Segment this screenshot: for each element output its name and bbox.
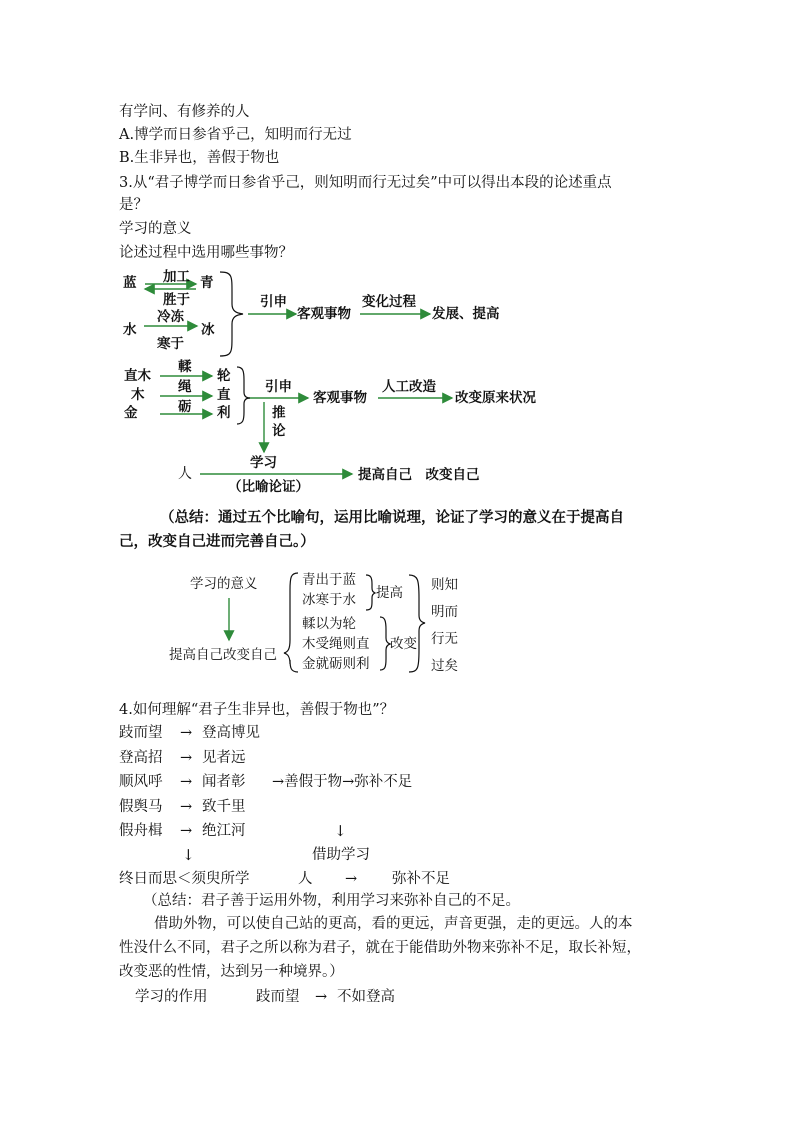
phrase-r1: 輮以为轮 <box>302 616 356 632</box>
label-xuexi: 学习 <box>250 455 277 471</box>
label-tigao: 提高 <box>376 585 403 601</box>
para-line2: 性没什么不同，君子之所以称为君子，就在于能借助外物来弥补不足，取长补短， <box>119 940 641 956</box>
para-line3: 改变恶的性情，达到另一种境界。） <box>119 964 344 980</box>
shanjia-text: →善假于物→弥补不足 <box>272 774 413 790</box>
phrase-q1: 青出于蓝 <box>302 572 356 588</box>
node-zhimu: 直木 <box>124 368 151 384</box>
ren-text: 人 <box>298 871 313 887</box>
node-zhi: 直 <box>217 387 231 403</box>
label-tui: 推 <box>272 405 286 421</box>
last-pair-a: 跂而望 <box>256 989 300 1005</box>
label-lengdong: 冷冻 <box>157 309 184 325</box>
phrase-r2: 木受绳则直 <box>302 636 370 652</box>
pair-b: 致千里 <box>202 799 246 815</box>
arrow-right: → <box>180 823 193 839</box>
question-sub: 论述过程中选用哪些事物？ <box>119 245 293 261</box>
last-pair-b: 不如登高 <box>337 989 395 1005</box>
summary1-line1: （总结：通过五个比喻句，运用比喻说理，论证了学习的意义在于提高自 <box>160 510 624 526</box>
summary1-line2: 己，改变自己进而完善自己。） <box>119 534 315 550</box>
question-3: 3.从“君子博学而日参省乎己，则知明而行无过矣”中可以得出本段的论述重点 <box>119 175 612 191</box>
pair-b: 闻者彰 <box>202 774 246 790</box>
node-shui: 水 <box>123 322 137 338</box>
label-hanyu: 寒于 <box>157 336 184 352</box>
arrow-right: → <box>345 871 358 887</box>
label-bianhua: 变化过程 <box>362 294 416 310</box>
node-bing: 冰 <box>201 322 215 338</box>
mibu-text: 弥补不足 <box>392 871 450 887</box>
last-label: 学习的作用 <box>135 989 208 1005</box>
node-keguan2: 客观事物 <box>313 390 367 406</box>
node-result: 提高自己 改变自己 <box>358 467 480 483</box>
para-line1: 借助外物，可以使自己站的更高，看的更远，声音更强，走的更远。人的本 <box>154 916 633 932</box>
pair-b: 登高博见 <box>202 725 260 741</box>
label-yinshen1: 引申 <box>260 294 287 310</box>
conclusion-2: 明而 <box>431 604 458 620</box>
node-ren: 人 <box>178 466 192 482</box>
option-a: A.博学而日参省乎己，知明而行无过 <box>119 127 352 143</box>
node-gaibian: 改变原来状况 <box>455 390 536 406</box>
question-3-cont: 是？ <box>119 197 148 213</box>
label-shengyu: 胜于 <box>163 292 190 308</box>
text-line: 有学问、有修养的人 <box>119 104 250 120</box>
node-qing: 青 <box>200 275 214 291</box>
conclusion-1: 则知 <box>431 577 458 593</box>
pair-a: 登高招 <box>119 750 163 766</box>
label-yinshen2: 引申 <box>265 379 292 395</box>
conclusion-3: 行无 <box>431 631 458 647</box>
arrow-down: ↓ <box>182 846 195 864</box>
label-sheng: 绳 <box>178 379 192 395</box>
phrase-r3: 金就砺则利 <box>302 656 370 672</box>
node-li-sharp: 利 <box>217 405 231 421</box>
pair-b: 绝江河 <box>202 823 246 839</box>
phrase-q2: 冰寒于水 <box>302 592 356 608</box>
arrow-right: → <box>315 989 328 1005</box>
pair-a: 顺风呼 <box>119 774 163 790</box>
node-mu: 木 <box>131 387 145 403</box>
arrow-right: → <box>180 725 193 741</box>
pair-a: 跂而望 <box>119 725 163 741</box>
conclusion-4: 过矣 <box>431 658 458 674</box>
label-rengong: 人工改造 <box>382 379 436 395</box>
question-4: 4.如何理解“君子生非异也，善假于物也”？ <box>119 702 395 718</box>
arrow-right: → <box>180 774 193 790</box>
summary2: （总结：君子善于运用外物，利用学习来弥补自己的不足。 <box>143 893 520 909</box>
pair-a: 假舟楫 <box>119 823 163 839</box>
label-gaibian: 改变 <box>390 636 417 652</box>
label-lun: 论 <box>272 423 286 439</box>
node-fazhan: 发展、提高 <box>432 306 500 322</box>
node-lan: 蓝 <box>123 275 137 291</box>
option-b: B.生非异也，善假于物也 <box>119 150 280 166</box>
node-tigao-gaibian: 提高自己改变自己 <box>169 647 277 663</box>
answer-3: 学习的意义 <box>119 221 192 237</box>
label-jiagong: 加工 <box>163 269 190 285</box>
label-li-whet: 砺 <box>178 399 192 415</box>
pair-a: 假舆马 <box>119 799 163 815</box>
pair-b: 见者远 <box>202 750 246 766</box>
label-biyu: （比喻论证） <box>228 479 309 495</box>
node-keguan1: 客观事物 <box>297 306 351 322</box>
arrow-down: ↓ <box>334 822 347 840</box>
node-lun: 轮 <box>217 368 231 384</box>
node-yiyi: 学习的意义 <box>190 576 258 592</box>
arrow-right: → <box>180 799 193 815</box>
zhongri-text: 终日而思＜须臾所学 <box>119 871 250 887</box>
label-rou: 輮 <box>178 359 192 375</box>
jiezhu-text: 借助学习 <box>312 847 370 863</box>
arrow-right: → <box>180 750 193 766</box>
node-jin: 金 <box>124 405 138 421</box>
